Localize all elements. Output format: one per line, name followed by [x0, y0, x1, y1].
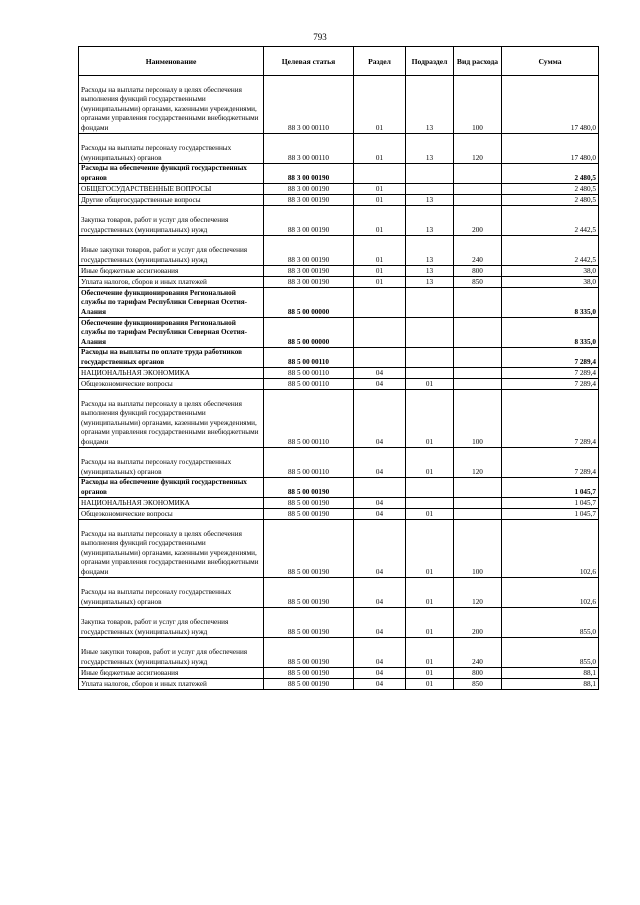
table-row [79, 478, 599, 498]
cell-sum: 7 289,4 [502, 379, 599, 390]
cell-section: 01 [354, 236, 406, 266]
cell-target-article: 88 5 00 00190 [264, 679, 354, 690]
cell-expense-type [454, 478, 502, 498]
cell-target-article: 88 3 00 00190 [264, 164, 354, 184]
cell-name: Иные бюджетные ассигнования [79, 668, 264, 679]
cell-expense-type: 850 [454, 679, 502, 690]
cell-name: НАЦИОНАЛЬНАЯ ЭКОНОМИКА [79, 498, 264, 509]
cell-target-article: 88 3 00 00190 [264, 277, 354, 288]
cell-sum: 2 480,5 [502, 184, 599, 195]
cell-expense-type [454, 164, 502, 184]
cell-expense-type: 240 [454, 236, 502, 266]
cell-section: 04 [354, 509, 406, 520]
table-row [79, 498, 599, 509]
cell-name: Иные закупки товаров, работ и услуг для обеспечения государственных (муниципальных) нужд [79, 638, 264, 668]
cell-name: Расходы на обеспечение функций государственных органов [79, 478, 264, 498]
table-row [79, 277, 599, 288]
cell-target-article: 88 5 00 00190 [264, 638, 354, 668]
cell-target-article: 88 5 00 00190 [264, 608, 354, 638]
cell-target-article: 88 5 00 00110 [264, 448, 354, 478]
cell-name: ОБЩЕГОСУДАРСТВЕННЫЕ ВОПРОСЫ [79, 184, 264, 195]
table-row [79, 520, 599, 578]
cell-section: 04 [354, 390, 406, 448]
cell-name: Общеэкономические вопросы [79, 509, 264, 520]
cell-expense-type: 100 [454, 520, 502, 578]
cell-name: Иные закупки товаров, работ и услуг для обеспечения государственных (муниципальных) нужд [79, 236, 264, 266]
table-row [79, 164, 599, 184]
cell-name: Закупка товаров, работ и услуг для обеспечения государственных (муниципальных) нужд [79, 206, 264, 236]
table-row [79, 134, 599, 164]
cell-subsection: 01 [406, 608, 454, 638]
cell-target-article: 88 3 00 00110 [264, 134, 354, 164]
cell-expense-type: 120 [454, 448, 502, 478]
cell-expense-type [454, 318, 502, 348]
cell-expense-type: 200 [454, 608, 502, 638]
cell-section [354, 288, 406, 318]
cell-target-article: 88 5 00 00190 [264, 520, 354, 578]
cell-section: 04 [354, 608, 406, 638]
cell-sum: 38,0 [502, 266, 599, 277]
cell-section: 04 [354, 679, 406, 690]
cell-expense-type: 200 [454, 206, 502, 236]
cell-subsection [406, 348, 454, 368]
cell-expense-type [454, 509, 502, 520]
cell-subsection: 01 [406, 520, 454, 578]
cell-subsection: 01 [406, 379, 454, 390]
cell-subsection: 01 [406, 578, 454, 608]
cell-name: Общеэкономические вопросы [79, 379, 264, 390]
cell-expense-type [454, 368, 502, 379]
budget-table [78, 46, 599, 690]
cell-target-article: 88 3 00 00110 [264, 76, 354, 134]
table-row [79, 668, 599, 679]
table-row [79, 509, 599, 520]
cell-target-article: 88 5 00 00190 [264, 668, 354, 679]
cell-target-article: 88 5 00 00000 [264, 318, 354, 348]
cell-expense-type: 800 [454, 668, 502, 679]
cell-target-article: 88 3 00 00190 [264, 266, 354, 277]
table-row [79, 288, 599, 318]
table-row [79, 679, 599, 690]
cell-target-article: 88 5 00 00190 [264, 578, 354, 608]
cell-expense-type [454, 288, 502, 318]
cell-subsection: 13 [406, 236, 454, 266]
cell-subsection [406, 368, 454, 379]
cell-target-article: 88 5 00 00190 [264, 509, 354, 520]
cell-sum: 7 289,4 [502, 368, 599, 379]
cell-sum: 7 289,4 [502, 448, 599, 478]
cell-subsection: 01 [406, 509, 454, 520]
cell-sum: 2 480,5 [502, 195, 599, 206]
table-row [79, 638, 599, 668]
cell-name: Закупка товаров, работ и услуг для обеспечения государственных (муниципальных) нужд [79, 608, 264, 638]
cell-section: 01 [354, 184, 406, 195]
cell-sum: 1 045,7 [502, 509, 599, 520]
cell-target-article: 88 5 00 00190 [264, 498, 354, 509]
cell-subsection: 13 [406, 266, 454, 277]
cell-target-article: 88 3 00 00190 [264, 184, 354, 195]
cell-sum: 855,0 [502, 638, 599, 668]
cell-section [354, 318, 406, 348]
cell-subsection: 01 [406, 668, 454, 679]
page-number: 793 [313, 32, 327, 42]
cell-sum: 102,6 [502, 520, 599, 578]
header-target-article: Целевая статья [264, 47, 354, 76]
cell-section: 01 [354, 76, 406, 134]
cell-name: Иные бюджетные ассигнования [79, 266, 264, 277]
header-section: Раздел [354, 47, 406, 76]
cell-sum: 8 335,0 [502, 288, 599, 318]
cell-expense-type: 800 [454, 266, 502, 277]
table-row [79, 368, 599, 379]
cell-name: Обеспечение функционирования Региональной службы по тарифам Республики Северная Осетия-Алания [79, 288, 264, 318]
cell-subsection [406, 288, 454, 318]
cell-section: 04 [354, 668, 406, 679]
table-row [79, 184, 599, 195]
header-expense-type: Вид расхода [454, 47, 502, 76]
cell-sum: 17 480,0 [502, 134, 599, 164]
cell-sum: 7 289,4 [502, 390, 599, 448]
cell-name: Расходы на выплаты персоналу государственных (муниципальных) органов [79, 134, 264, 164]
cell-section: 04 [354, 379, 406, 390]
table-header-row [79, 47, 599, 76]
cell-expense-type: 100 [454, 390, 502, 448]
cell-name: Расходы на выплаты персоналу в целях обеспечения выполнения функций государственными (муниципальными) органами, казенными учреждениями, органами управления государственными внебюджетными фондами [79, 390, 264, 448]
cell-expense-type [454, 184, 502, 195]
cell-subsection: 13 [406, 277, 454, 288]
table-row [79, 195, 599, 206]
cell-subsection: 13 [406, 134, 454, 164]
cell-name: Уплата налогов, сборов и иных платежей [79, 277, 264, 288]
cell-section [354, 478, 406, 498]
cell-section: 01 [354, 206, 406, 236]
table-row [79, 448, 599, 478]
cell-subsection: 13 [406, 76, 454, 134]
cell-subsection: 13 [406, 206, 454, 236]
cell-target-article: 88 3 00 00190 [264, 236, 354, 266]
cell-sum: 855,0 [502, 608, 599, 638]
cell-target-article: 88 5 00 00110 [264, 390, 354, 448]
table-row [79, 348, 599, 368]
cell-sum: 2 480,5 [502, 164, 599, 184]
cell-name: Уплата налогов, сборов и иных платежей [79, 679, 264, 690]
cell-subsection [406, 184, 454, 195]
table-row [79, 608, 599, 638]
cell-section: 01 [354, 266, 406, 277]
cell-expense-type [454, 348, 502, 368]
cell-target-article: 88 5 00 00110 [264, 379, 354, 390]
cell-target-article: 88 3 00 00190 [264, 195, 354, 206]
cell-section: 04 [354, 578, 406, 608]
table-row [79, 379, 599, 390]
cell-section: 04 [354, 368, 406, 379]
table-row [79, 318, 599, 348]
cell-section: 01 [354, 195, 406, 206]
cell-subsection [406, 498, 454, 509]
cell-expense-type: 240 [454, 638, 502, 668]
cell-subsection [406, 478, 454, 498]
cell-sum: 1 045,7 [502, 498, 599, 509]
cell-expense-type: 120 [454, 134, 502, 164]
cell-target-article: 88 5 00 00110 [264, 348, 354, 368]
cell-sum: 7 289,4 [502, 348, 599, 368]
cell-name: Расходы на выплаты персоналу в целях обеспечения выполнения функций государственными (муниципальными) органами, казенными учреждениями, органами управления государственными внебюджетными фондами [79, 76, 264, 134]
header-subsection: Подраздел [406, 47, 454, 76]
cell-section [354, 348, 406, 368]
cell-sum: 38,0 [502, 277, 599, 288]
table-row [79, 390, 599, 448]
cell-subsection: 01 [406, 638, 454, 668]
cell-sum: 8 335,0 [502, 318, 599, 348]
cell-target-article: 88 3 00 00190 [264, 206, 354, 236]
cell-target-article: 88 5 00 00000 [264, 288, 354, 318]
cell-section [354, 164, 406, 184]
cell-expense-type: 100 [454, 76, 502, 134]
cell-sum: 88,1 [502, 679, 599, 690]
cell-section: 04 [354, 448, 406, 478]
cell-sum: 2 442,5 [502, 236, 599, 266]
table-row [79, 76, 599, 134]
cell-name: Обеспечение функционирования Региональной службы по тарифам Республики Северная Осетия-Алания [79, 318, 264, 348]
table-row [79, 236, 599, 266]
cell-section: 01 [354, 277, 406, 288]
cell-target-article: 88 5 00 00190 [264, 478, 354, 498]
cell-name: Расходы на выплаты персоналу государственных (муниципальных) органов [79, 448, 264, 478]
cell-subsection [406, 164, 454, 184]
cell-sum: 1 045,7 [502, 478, 599, 498]
cell-name: Расходы на выплаты персоналу государственных (муниципальных) органов [79, 578, 264, 608]
table-body [79, 76, 599, 690]
cell-sum: 17 480,0 [502, 76, 599, 134]
cell-target-article: 88 5 00 00110 [264, 368, 354, 379]
cell-sum: 88,1 [502, 668, 599, 679]
cell-subsection: 01 [406, 390, 454, 448]
cell-subsection: 01 [406, 448, 454, 478]
cell-sum: 102,6 [502, 578, 599, 608]
cell-expense-type [454, 379, 502, 390]
cell-expense-type [454, 498, 502, 509]
cell-sum: 2 442,5 [502, 206, 599, 236]
table-row [79, 206, 599, 236]
cell-name: Расходы на выплаты персоналу в целях обеспечения выполнения функций государственными (муниципальными) органами, казенными учреждениями, органами управления государственными внебюджетными фондами [79, 520, 264, 578]
header-name: Наименование [79, 47, 264, 76]
cell-name: Расходы на обеспечение функций государственных органов [79, 164, 264, 184]
cell-section: 04 [354, 498, 406, 509]
header-sum: Сумма [502, 47, 599, 76]
table-row [79, 578, 599, 608]
cell-subsection: 01 [406, 679, 454, 690]
cell-name: Другие общегосударственные вопросы [79, 195, 264, 206]
cell-section: 01 [354, 134, 406, 164]
cell-section: 04 [354, 638, 406, 668]
cell-subsection [406, 318, 454, 348]
cell-subsection: 13 [406, 195, 454, 206]
table-row [79, 266, 599, 277]
cell-name: Расходы на выплаты по оплате труда работников государственных органов [79, 348, 264, 368]
cell-section: 04 [354, 520, 406, 578]
cell-name: НАЦИОНАЛЬНАЯ ЭКОНОМИКА [79, 368, 264, 379]
cell-expense-type [454, 195, 502, 206]
cell-expense-type: 120 [454, 578, 502, 608]
cell-expense-type: 850 [454, 277, 502, 288]
